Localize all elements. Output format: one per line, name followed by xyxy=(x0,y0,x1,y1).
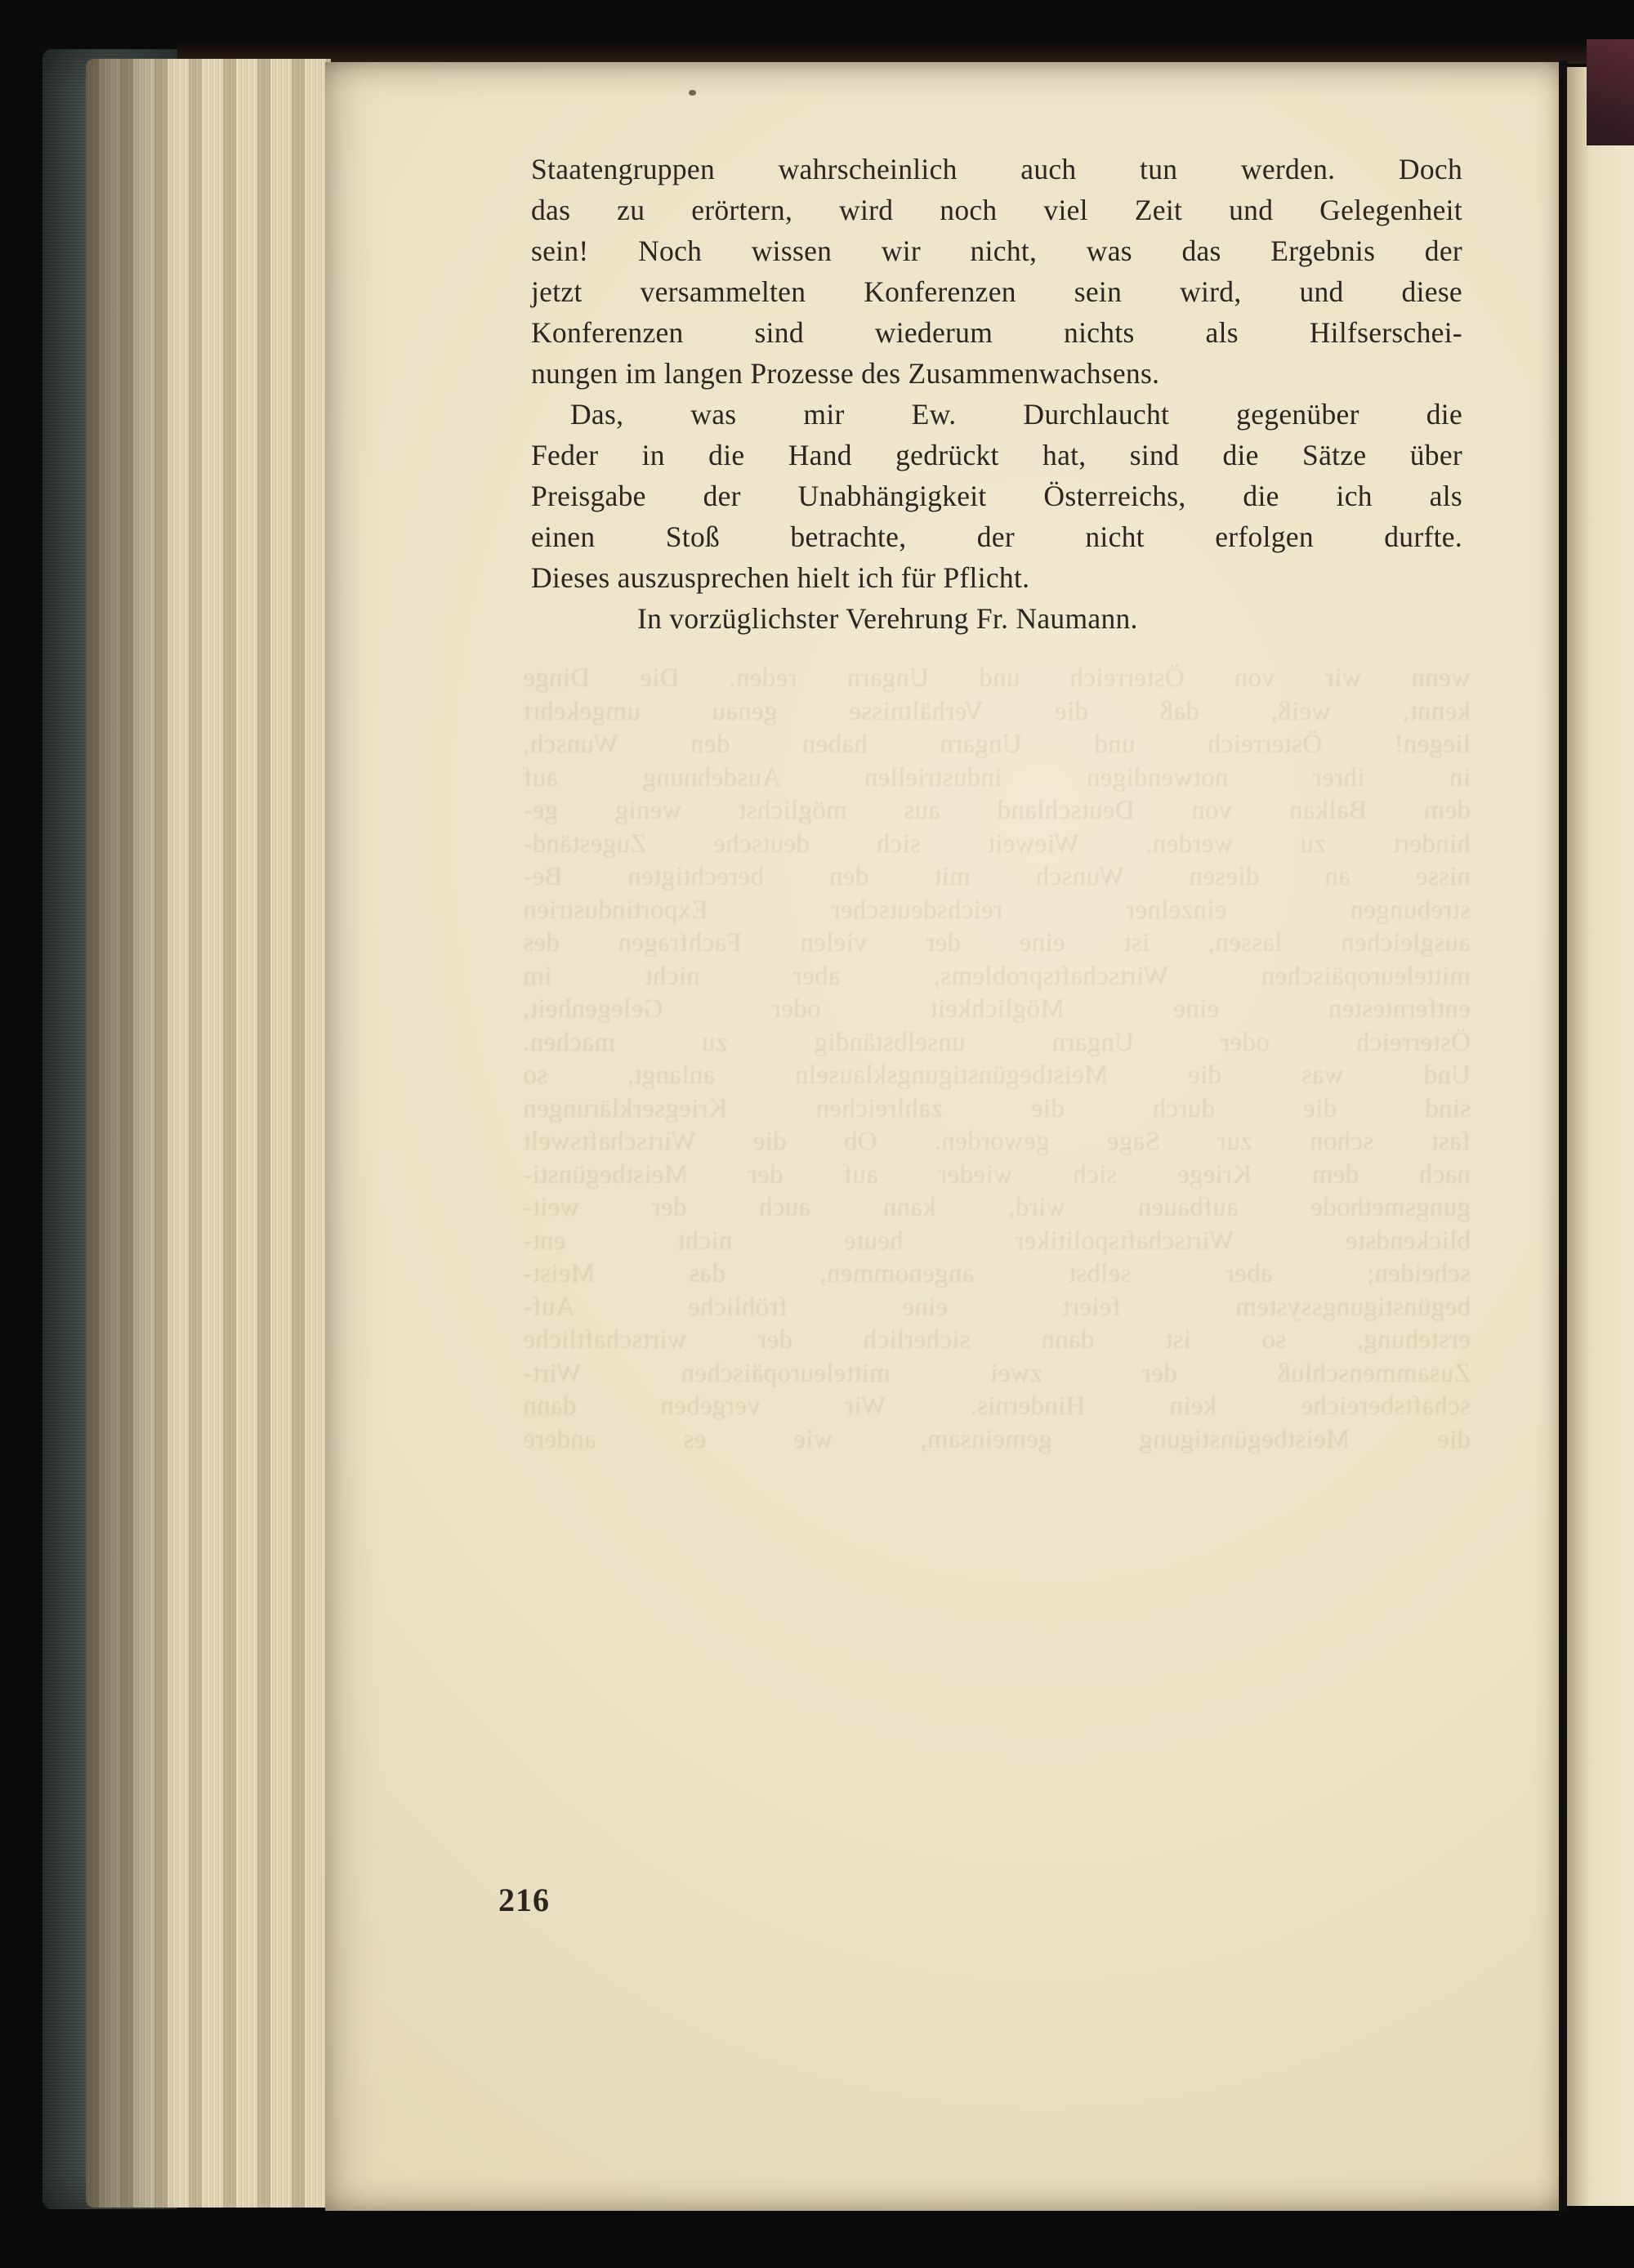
bleedthrough-line: nach dem Kriege sich wieder auf der Meistbegünsti- xyxy=(523,1159,1471,1190)
bleedthrough-line: liegen! Österreich und Ungarn haben den Wunsch, xyxy=(523,730,1471,759)
bleedthrough-line: scheiden; aber selbst angenommen, das Meist- xyxy=(523,1259,1471,1288)
bleedthrough-line: begünstigungssystem feiert eine fröhliche Auf- xyxy=(523,1292,1471,1322)
bleedthrough-line: dem Balkan von Deutschland aus möglichst wenig ge- xyxy=(523,796,1471,825)
fanned-page-edges xyxy=(86,59,331,2208)
bleedthrough-line: in ihrer notwendigen industriellen Ausdehnung auf xyxy=(523,762,1471,792)
bleedthrough-line: kennt, weiß, daß die Verhältnisse genau umgekehrt xyxy=(523,696,1471,726)
bleedthrough-line: sind die durch die zahlreichen Kriegserklärungen xyxy=(523,1093,1471,1123)
text-line: sein! Noch wissen wir nicht, was das Ergebnis der xyxy=(531,234,1462,267)
bleedthrough-line: ausgleichen lassen, ist eine der vielen Fachfragen des xyxy=(523,928,1471,958)
paper-speck xyxy=(689,90,696,96)
bleedthrough-line: entferntesten eine Möglichkeit oder Gelegenheit, xyxy=(523,994,1471,1024)
signature-line: In vorzüglichster Verehrung Fr. Naumann. xyxy=(637,602,1138,635)
bleedthrough-line: fast schon zur Sage geworden. Ob die Wirtschaftswelt xyxy=(523,1127,1471,1156)
bleedthrough-line: blickendste Wirtschaftspolitiker heute nicht ent- xyxy=(523,1226,1471,1256)
bleedthrough-line: mitteleuropäischen Wirtschaftsproblems, aber nicht im xyxy=(523,961,1471,991)
bleedthrough-line: hindert zu werden. Wieweit sich deutsche Zugeständ- xyxy=(523,828,1471,859)
text-line: das zu erörtern, wird noch viel Zeit und Gelegenheit xyxy=(531,194,1462,226)
text-line: nungen im langen Prozesse des Zusammenwachsens. xyxy=(531,357,1160,390)
text-line: Feder in die Hand gedrückt hat, sind die Sätze über xyxy=(531,439,1462,471)
paragraph xyxy=(531,598,1462,639)
text-line: Das, was mir Ew. Durchlaucht gegenüber die xyxy=(570,398,1462,431)
bleedthrough-line: nisse an diesen Wunsch mit den berechtigten Be- xyxy=(523,862,1471,891)
paragraph xyxy=(531,394,1462,598)
bleedthrough-line: schaftsbereiche kein Hindernis. Wir vergeben dann xyxy=(523,1391,1471,1421)
bleedthrough-line: Und was die Meistbegünstigungsklauseln anlangt, so xyxy=(523,1060,1471,1090)
text-block xyxy=(531,149,1462,639)
page-gutter-shadow xyxy=(1559,60,1567,2211)
paragraph xyxy=(531,149,1462,394)
text-line: Staatengruppen wahrscheinlich auch tun werden. Doch xyxy=(531,153,1462,185)
text-line: Dieses auszusprechen hielt ich für Pflicht. xyxy=(531,561,1030,594)
book-top-edge xyxy=(176,42,1599,64)
text-line: Konferenzen sind wiederum nichts als Hilfserschei- xyxy=(531,316,1462,349)
bleedthrough-line: Österreich oder Ungarn unselbständig zu machen. xyxy=(523,1027,1471,1057)
bleedthrough-line: wenn wir von Österreich und Ungarn reden. Die Dinge xyxy=(523,663,1471,693)
page-number: 216 xyxy=(498,1882,550,1918)
bleedthrough-line: Zusammenschluß der zwei mitteleuropäischen Wirt- xyxy=(523,1358,1471,1388)
bleedthrough-line: strebungen einzelner reichsdeutscher Exportindustrien xyxy=(523,895,1471,925)
bleedthrough-line: die Meistbegünstigung gemeinsam, wie es andere xyxy=(523,1424,1471,1454)
facing-page-sliver xyxy=(1567,67,1634,2206)
text-line: jetzt versammelten Konferenzen sein wird, und diese xyxy=(531,275,1462,308)
cover-corner xyxy=(1587,39,1634,145)
text-line: einen Stoß betrachte, der nicht erfolgen durfte. xyxy=(531,520,1462,553)
bleedthrough-text xyxy=(523,662,1471,1456)
bleedthrough-line: erstehung, so ist dann sicherlich der wirtschaftliche xyxy=(523,1325,1471,1355)
bleedthrough-line: gungsmethode aufbauen wird, kann auch der weit- xyxy=(523,1193,1471,1222)
text-line: Preisgabe der Unabhängigkeit Österreichs, die ich als xyxy=(531,480,1462,512)
